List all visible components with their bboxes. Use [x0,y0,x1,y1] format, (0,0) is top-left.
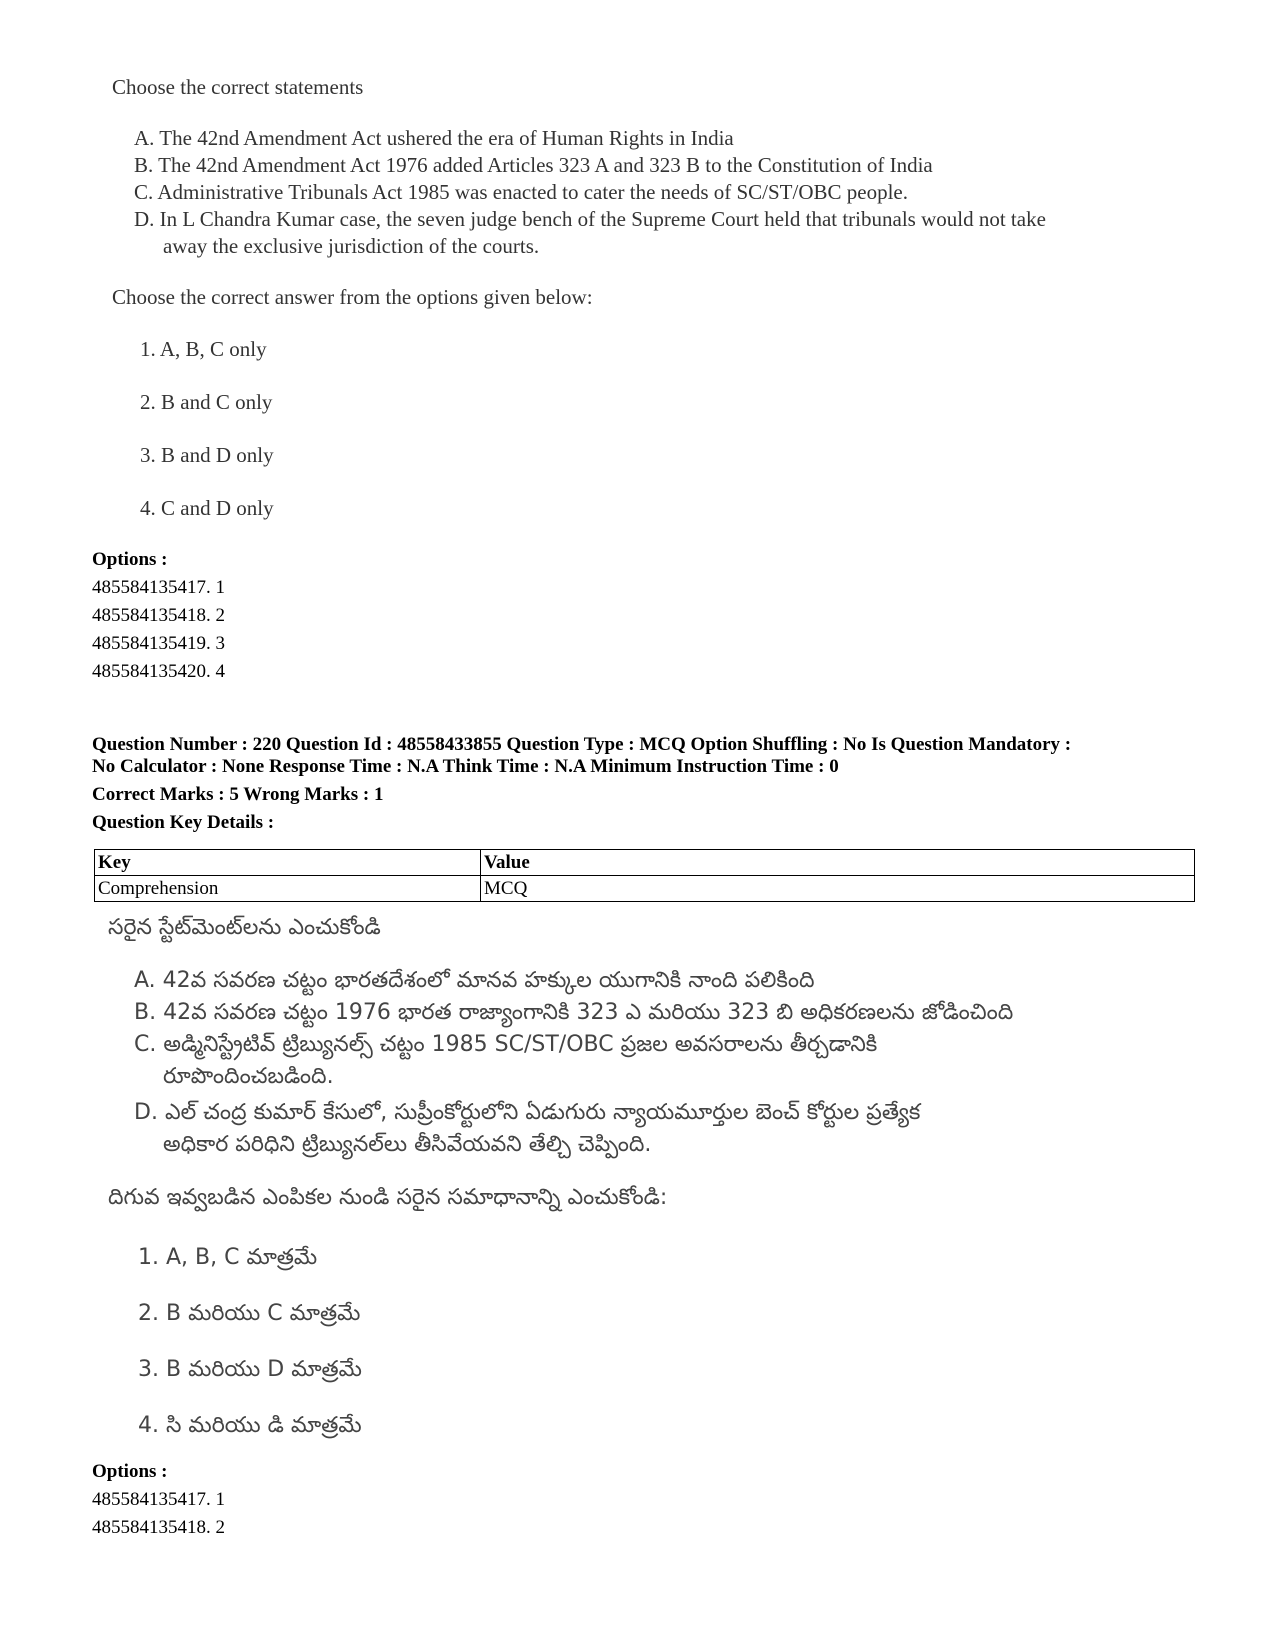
table-header-key: Key [95,850,481,876]
q1-options-label: Options : [92,549,168,570]
q2-answer-prompt: దిగువ ఇవ్వబడిన ఎంపికల నుండి సరైన సమాధానాన్ని ఎంచుకోండి: [108,1185,668,1210]
q2-choice-1: 1. A, B, C మాత్రమే [138,1245,318,1270]
q2-choice-4: 4. సి మరియు డి మాత్రమే [138,1413,362,1438]
table-cell-value: MCQ [481,876,1195,902]
q2-choice-2: 2. B మరియు C మాత్రమే [138,1301,361,1326]
table-cell-key: Comprehension [95,876,481,902]
q2-statement-c: C. అడ్మినిస్ట్రేటివ్ ట్రిబ్యునల్స్ చట్టం 1985 SC/ST/OBC ప్రజల అవసరాలను తీర్చడానికి [134,1032,878,1057]
q1-choice-1: 1. A, B, C only [140,337,267,361]
q2-statement-b: B. 42వ సవరణ చట్టం 1976 భారత రాజ్యాంగానికి 323 ఎ మరియు 323 బి అధికరణలను జోడించింది [134,1000,1014,1025]
q1-statement-b: B. The 42nd Amendment Act 1976 added Articles 323 A and 323 B to the Constitution of India [134,153,933,177]
q1-statement-c: C. Administrative Tribunals Act 1985 was enacted to cater the needs of SC/ST/OBC people. [134,180,908,204]
q2-statement-c-cont: రూపొందించబడింది. [163,1064,334,1089]
q2-meta-line1: Question Number : 220 Question Id : 48558433855 Question Type : MCQ Option Shuffling : No Is Question Mandatory : [92,734,1072,755]
q1-instruction: Choose the correct statements [112,75,364,99]
q1-statement-d-cont: away the exclusive jurisdiction of the courts. [163,234,540,258]
q2-choice-3: 3. B మరియు D మాత్రమే [138,1357,362,1382]
q2-meta-line2: No Calculator : None Response Time : N.A Think Time : N.A Minimum Instruction Time : 0 [92,756,839,777]
q1-option-2: 485584135418. 2 [92,605,225,626]
table-header-value: Value [481,850,1195,876]
table-row [95,876,1195,902]
q1-statement-a: A. The 42nd Amendment Act ushered the era of Human Rights in India [134,126,734,150]
q2-options-label: Options : [92,1461,168,1482]
table-header-row [95,850,1195,876]
q2-key-details-label: Question Key Details : [92,812,275,833]
q2-option-2: 485584135418. 2 [92,1517,225,1538]
q1-option-3: 485584135419. 3 [92,633,225,654]
q1-option-4: 485584135420. 4 [92,661,225,682]
q2-statement-d-cont: అధికార పరిధిని ట్రిబ్యునల్‌లు తీసివేయవని తేల్చి చెప్పింది. [163,1132,652,1157]
question-key-details-table [94,849,1195,902]
q2-statement-a: A. 42వ సవరణ చట్టం భారతదేశంలో మానవ హక్కుల యుగానికి నాంది పలికింది [134,968,815,993]
q2-option-1: 485584135417. 1 [92,1489,225,1510]
q1-statement-d: D. In L Chandra Kumar case, the seven judge bench of the Supreme Court held that tribunals would not take [134,207,1046,231]
q1-choice-4: 4. C and D only [140,496,274,520]
q1-option-1: 485584135417. 1 [92,577,225,598]
q2-marks: Correct Marks : 5 Wrong Marks : 1 [92,784,384,805]
q1-choice-2: 2. B and C only [140,390,273,414]
q1-answer-prompt: Choose the correct answer from the options given below: [112,285,593,309]
q2-instruction: సరైన స్టేట్‌మెంట్‌లను ఎంచుకోండి [108,915,381,940]
q1-choice-3: 3. B and D only [140,443,274,467]
q2-statement-d: D. ఎల్ చంద్ర కుమార్ కేసులో, సుప్రీంకోర్టులోని ఏడుగురు న్యాయమూర్తుల బెంచ్ కోర్టుల ప్రత్యేక [134,1100,921,1125]
